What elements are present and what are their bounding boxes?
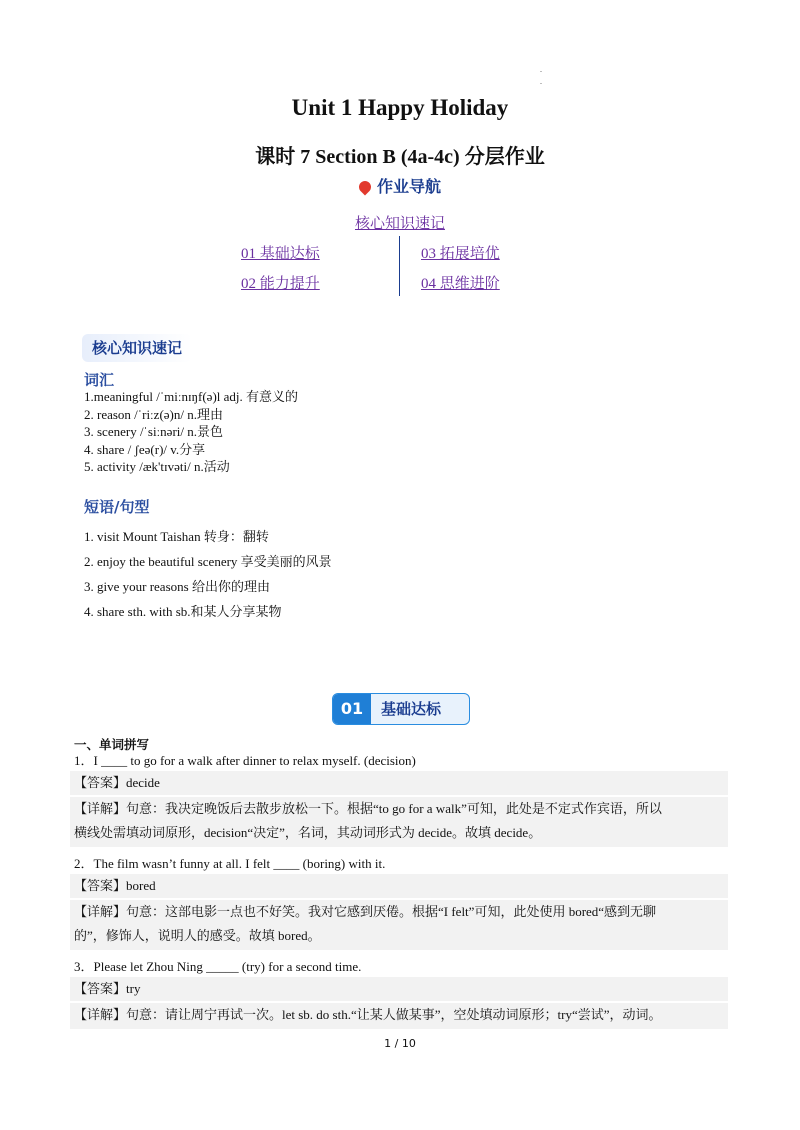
detail-3-line: 【详解】句意：请让周宁再试一次。let sb. do sth.“让某人做某事”，空处填动词原形；try“尝试”，动词。 xyxy=(74,1007,662,1022)
section-01-header xyxy=(332,693,470,725)
nav-grid xyxy=(240,240,570,300)
phrase-heading: 短语/句型 xyxy=(84,498,150,516)
vocab-item: 5. activity /æk'tɪvəti/ n.活动 xyxy=(84,459,230,474)
phrase-item: 3. give your reasons 给出你的理由 xyxy=(84,579,270,594)
answer-2: 【答案】bored xyxy=(70,874,728,898)
nav-heading-label: 作业导航 xyxy=(376,177,441,196)
detail-1-line: 【详解】句意：我决定晚饭后去散步放松一下。根据“to go for a walk”可知，此处是不定式作宾语，所以 xyxy=(74,801,662,816)
nav-link-core-knowledge[interactable]: 核心知识速记 xyxy=(354,216,445,232)
nav-divider xyxy=(399,236,400,296)
corner-marks: . . xyxy=(540,65,542,86)
detail-1 xyxy=(70,797,728,847)
nav-link-ability[interactable]: 02 能力提升 xyxy=(241,276,320,292)
core-knowledge-badge: 核心知识速记 xyxy=(82,334,192,362)
section-label: 基础达标 xyxy=(381,700,442,718)
nav-heading xyxy=(0,174,800,197)
section-number: 01 xyxy=(333,694,371,724)
vocab-list xyxy=(84,388,298,476)
detail-2-line: 【详解】句意：这部电影一点也不好笑。我对它感到厌倦。根据“I felt”可知，此处使用 bored“感到无聊 xyxy=(74,904,657,919)
part-heading: 一、单词拼写 xyxy=(74,737,150,752)
answer-3: 【答案】try xyxy=(70,977,728,1001)
detail-1-line: 横线处需填动词原形，decision“决定”，名词，其动词形式为 decide。故填 decide。 xyxy=(74,825,542,840)
vocab-item: 1.meaningful /ˈmiːnɪŋf(ə)l adj. 有意义的 xyxy=(84,389,299,404)
detail-2 xyxy=(70,900,728,950)
nav-link-extend[interactable]: 03 拓展培优 xyxy=(421,246,500,262)
vocab-heading: 词汇 xyxy=(84,371,115,389)
question-2: 2．The film wasn’t funny at all. I felt ____ (boring) with it. xyxy=(74,856,386,871)
page-number: 1 / 10 xyxy=(384,1037,416,1050)
nav-link-thinking[interactable]: 04 思维进阶 xyxy=(421,276,500,292)
answer-1: 【答案】decide xyxy=(70,771,728,795)
phrase-list xyxy=(84,524,332,624)
phrase-item: 4. share sth. with sb.和某人分享某物 xyxy=(84,604,282,619)
location-pin-icon xyxy=(356,179,373,196)
detail-3 xyxy=(70,1003,728,1029)
question-1: 1．I ____ to go for a walk after dinner to relax myself. (decision) xyxy=(74,753,416,768)
question-3: 3．Please let Zhou Ning _____ (try) for a second time. xyxy=(74,959,362,974)
vocab-item: 3. scenery /ˈsiːnəri/ n.景色 xyxy=(84,424,223,439)
vocab-item: 4. share / ʃeə(r)/ v.分享 xyxy=(84,441,206,457)
page-subtitle: 课时 7 Section B (4a-4c) 分层作业 xyxy=(255,146,545,168)
page-title: Unit 1 Happy Holiday xyxy=(291,95,509,120)
phrase-item: 2. enjoy the beautiful scenery 享受美丽的风景 xyxy=(84,554,332,569)
detail-2-line: 的”，修饰人，说明人的感受。故填 bored。 xyxy=(74,928,321,943)
nav-link-basic[interactable]: 01 基础达标 xyxy=(241,246,320,262)
nav-core-link-wrap xyxy=(0,212,800,233)
phrase-item: 1. visit Mount Taishan 转身：翻转 xyxy=(84,529,269,544)
vocab-item: 2. reason /ˈriːz(ə)n/ n.理由 xyxy=(84,406,223,422)
